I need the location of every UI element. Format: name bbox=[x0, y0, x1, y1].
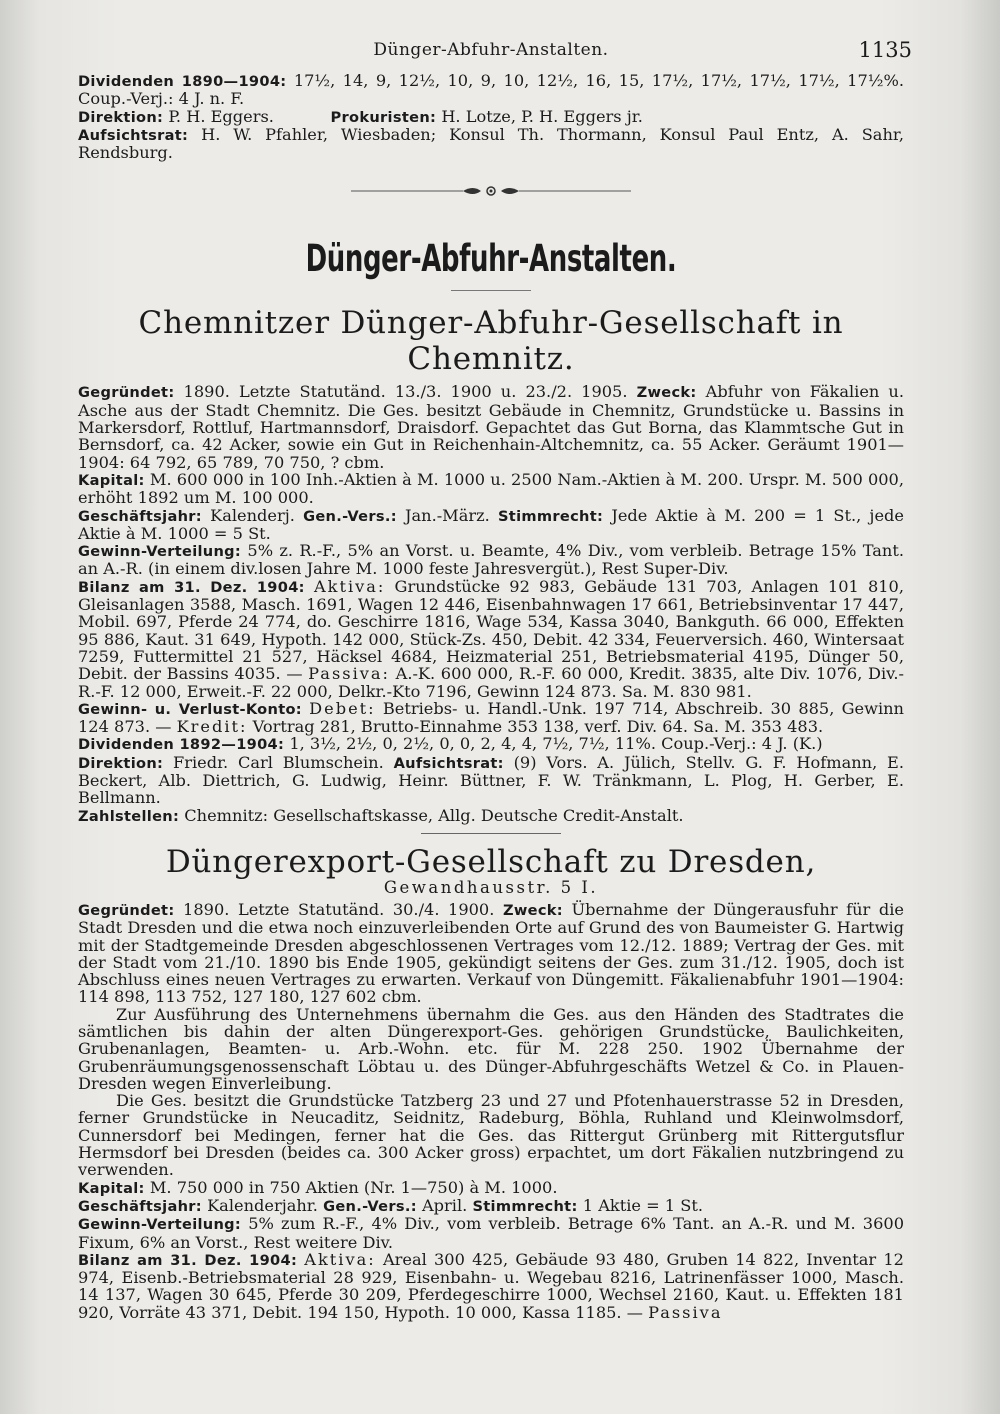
company2-gegruendet-text: 1890. Letzte Statutänd. 30./4. 1900. bbox=[183, 899, 495, 919]
previous-entry-tail bbox=[78, 72, 904, 161]
company2-zweck-text: Übernahme der Düngerausfuhr für die Stadt Dresden und die etwa noch einzuverleibenden Orte auf Grund des von Baumeister G. Hartwig mit der Stadtgemeinde Dresden abgeschlossenen Vertrages vom 12./12. 1889; Vertrag der Ges. mit der Stadt vom 21./10. 1890 bis Ende 1905, gekündigt seitens der Ges. zum 31./12. 1905, doch ist Abschluss eines neuen Vertrages zu erwarten. Verkauf von Düngemitt. Fäkalienabfuhr 1901—1904: 114 898, 113 752, 127 180, 127 602 cbm. bbox=[78, 899, 904, 1007]
company1-founding bbox=[78, 383, 904, 470]
company1-balance-sheet bbox=[78, 578, 904, 700]
company2-gegruendet-label: Gegründet: bbox=[78, 901, 175, 919]
company2-title: Düngerexport-Gesellschaft zu Dresden, bbox=[165, 843, 817, 880]
company2-stimmrecht-label: Stimmrecht: bbox=[472, 1197, 578, 1215]
title-rule bbox=[451, 290, 531, 291]
ornament-icon bbox=[351, 184, 631, 198]
company1-profit-loss bbox=[78, 700, 904, 736]
company1-zahlstellen-label: Zahlstellen: bbox=[78, 807, 180, 825]
company2-genvers-text: April. bbox=[421, 1195, 468, 1215]
company1-gegruendet-label: Gegründet: bbox=[78, 384, 175, 402]
section-title: Dünger-Abfuhr-Anstalten. bbox=[305, 237, 677, 281]
company2-kapital-label: Kapital: bbox=[78, 1179, 145, 1197]
company1-gewinn-label: Gewinn-Verteilung: bbox=[78, 543, 242, 561]
company2-fiscal bbox=[78, 1197, 904, 1215]
company2-entry bbox=[78, 901, 904, 1321]
company1-fiscal bbox=[78, 507, 904, 543]
company1-dividenden-label: Dividenden 1892—1904: bbox=[78, 736, 285, 754]
prev-dividends-text: 17½, 14, 9, 12½, 10, 9, 10, 12½, 16, 15, 17½, 17½, 17½, 17½, 17½%. Coup.-Verj.: 4 J. n. F. bbox=[78, 71, 904, 109]
prev-prokuristen-label: Prokuristen: bbox=[330, 108, 437, 126]
prev-management bbox=[78, 108, 904, 126]
company1-kredit-label: Kredit: bbox=[176, 717, 248, 737]
company1-management bbox=[78, 754, 904, 807]
entry-divider bbox=[421, 833, 561, 834]
company1-entry bbox=[78, 383, 904, 824]
company1-aufsichtsrat-text: (9) Vors. A. Jülich, Stellv. G. F. Hofmann, E. Beckert, Alb. Diettrich, G. Ludwig, Heinr. Büttner, F. W. Tränkmann, L. Plog, H. Gerber, E. Bellmann. bbox=[78, 752, 904, 808]
company1-aufsichtsrat-label: Aufsichtsrat: bbox=[393, 754, 504, 772]
company1-zweck-text: Abfuhr von Fäkalien u. Asche aus der Stadt Chemnitz. Die Ges. besitzt Gebäude in Chemnitz, Grundstücke u. Bassins in Markersdorf, Rottluf, Hartmannsdorf, Draisdorf. Gepachtet das Gut Borna, das Klammtsche Gut in Bernsdorf, ca. 42 Acker, sowie ein Gut in Reichenhain-Altchemnitz, ca. 55 Acker. Geräumt 1901—1904: 64 792, 65 789, 70 750, ? cbm. bbox=[78, 382, 904, 472]
company2-aktiva-text: Areal 300 425, Gebäude 93 480, Gruben 14 822, Inventar 12 974, Eisenb.-Betriebsmaterial 28 929, Eisenbahn- u. Wegebau 8216, Latrinenfässer 1000, Masch. 14 137, Wagen 30 645, Pferde 30 209, Pferdegeschirre 1000, Wechsel 2160, Kaut. u. Effekten 181 920, Vorräte 43 371, Debit. 194 150, Hypoth. 10 000, Kassa 1185. — bbox=[78, 1249, 904, 1322]
company2-genvers-label: Gen.-Vers.: bbox=[323, 1197, 417, 1215]
company2-gewinn-text: 5% zum R.-F., 4% Div., vom verbleib. Betrage 6% Tant. an A.-R. und M. 3600 Fixum, 6% an Vorst., Rest weitere Div. bbox=[78, 1214, 904, 1252]
company1-genvers-label: Gen.-Vers.: bbox=[303, 507, 397, 525]
company1-bilanz-label: Bilanz am 31. Dez. 1904: bbox=[78, 578, 305, 596]
prev-aufsichtsrat-text: H. W. Pfahler, Wiesbaden; Konsul Th. Thormann, Konsul Paul Entz, A. Sahr, Rendsburg. bbox=[78, 124, 904, 163]
company1-geschaeftsjahr-text: Kalenderj. bbox=[210, 505, 295, 525]
prev-prokuristen-text: H. Lotze, P. H. Eggers jr. bbox=[441, 106, 643, 126]
running-head-title: Dünger-Abfuhr-Anstalten. bbox=[373, 40, 609, 60]
company2-paragraph-2: Zur Ausführung des Unternehmens übernahm die Ges. aus den Händen des Stadtrates die sämtlichen bis dahin der alten Düngerexport-Ges. gehörigen Grundstücke, Baulichkeiten, Grubenanlagen, Beamten- u. Arb.-Wohn. etc. für M. 228 250. 1902 Übernahme der Grubenräumungsgenossenschaft Löbtau u. des Dünger-Abfuhrgeschäfts Wetzel & Co. in Plauen-Dresden wegen Einverleibung. bbox=[78, 1004, 904, 1093]
company1-paying-agents bbox=[78, 807, 904, 825]
company1-passiva-label: Passiva: bbox=[308, 664, 390, 684]
company1-aktiva-text: Grundstücke 92 983, Gebäude 131 703, Anlagen 101 810, Gleisanlagen 3588, Masch. 1691, Wagen 12 446, Eisenbahnwagen 17 661, Betriebsinventar 17 447, Mobil. 697, Pferde 24 774, do. Geschirre 1816, Wage 534, Kassa 3040, Bankguth. 66 000, Effekten 95 886, Kaut. 31 649, Hypoth. 142 000, Stück-Zs. 450, Debit. 42 334, Feuerversich. 460, Wintersaat 7259, Futtermittel 21 527, Häcksel 4684, Heizmaterial 251, Betriebsmaterial 4195, Dünger 50, Debit. der Bassins 4035. — bbox=[78, 576, 904, 684]
company1-passiva-text: A.-K. 600 000, R.-F. 60 000, Kredit. 3835, alte Div. 1076, Div.-R.-F. 12 000, Erweit.-F. 22 000, Delkr.-Kto 7196, Gewinn 124 873. Sa. M. 830 981. bbox=[78, 664, 904, 701]
company1-zahlstellen-text: Chemnitz: Gesellschaftskasse, Allg. Deutsche Credit-Anstalt. bbox=[184, 805, 684, 825]
running-head bbox=[78, 36, 912, 66]
company2-gewinn-label: Gewinn-Verteilung: bbox=[78, 1216, 242, 1234]
company1-dividenden-text: 1, 3½, 2½, 0, 2½, 0, 0, 2, 4, 4, 7½, 7½, 11%. Coup.-Verj.: 4 J. (K.) bbox=[289, 734, 823, 754]
company1-gegruendet-text: 1890. Letzte Statutänd. 13./3. 1900 u. 23./2. 1905. bbox=[183, 382, 628, 402]
company1-aktiva-label: Aktiva: bbox=[313, 576, 386, 596]
company1-kapital-text: M. 600 000 in 100 Inh.-Aktien à M. 1000 u. 2500 Nam.-Aktien à M. 200. Urspr. M. 500 000, erhöht 1892 um M. 100 000. bbox=[78, 469, 904, 508]
company1-stimmrecht-text: Jede Aktie à M. 200 = 1 St., jede Aktie à M. 1000 = 5 St. bbox=[78, 505, 904, 543]
prev-aufsichtsrat bbox=[78, 126, 904, 162]
company2-capital bbox=[78, 1179, 904, 1197]
company1-guv-label: Gewinn- u. Verlust-Konto: bbox=[78, 700, 302, 718]
prev-dividends bbox=[78, 72, 904, 108]
company1-direktion-text: Friedr. Carl Blumschein. bbox=[172, 752, 384, 772]
company2-kapital-text: M. 750 000 in 750 Aktien (Nr. 1—750) à M. 1000. bbox=[149, 1177, 558, 1197]
company2-stimmrecht-text: 1 Aktie = 1 St. bbox=[582, 1195, 703, 1215]
company2-zweck-label: Zweck: bbox=[502, 901, 563, 919]
company2-founding bbox=[78, 901, 904, 1006]
page-content bbox=[78, 36, 912, 1322]
prev-dividends-label: Dividenden 1890—1904: bbox=[78, 73, 287, 90]
company2-bilanz-label: Bilanz am 31. Dez. 1904: bbox=[78, 1251, 298, 1269]
company1-title: Chemnitzer Dünger-Abfuhr-Gesellschaft in Chemnitz. bbox=[138, 305, 844, 378]
company2-paragraph-3: Die Ges. besitzt die Grundstücke Tatzberg 23 und 27 und Pfotenhauerstrasse 52 in Dresden, ferner Grundstücke in Neucaditz, Seidnitz, Radeburg, Böhla, Ruhland und Kleinwolmsdorf, Cunnersdorf bei Medingen, ferner hat die Ges. das Rittergut Grünberg mit Rittergutsflur Hermsdorf bei Dresden (beides ca. 300 Acker gross) erpachtet, um dort Fäkalien nutzbringend zu verwenden. bbox=[78, 1091, 904, 1180]
company1-stimmrecht-label: Stimmrecht: bbox=[498, 507, 604, 525]
company2-geschaeftsjahr-text: Kalenderjahr. bbox=[207, 1195, 318, 1215]
company1-geschaeftsjahr-label: Geschäftsjahr: bbox=[78, 507, 202, 525]
company1-gewinn-text: 5% z. R.-F., 5% an Vorst. u. Beamte, 4% Div., vom verbleib. Betrage 15% Tant. an A.-R. (in einem div.losen Jahre M. 1000 feste Jahresvergüt.), Rest Super-Div. bbox=[78, 541, 904, 579]
company1-debet-label: Debet: bbox=[309, 698, 376, 718]
company1-kredit-text: Vortrag 281, Brutto-Einnahme 353 138, verf. Div. 64. Sa. M. 353 483. bbox=[252, 717, 824, 737]
company1-debet-text: Betriebs- u. Handl.-Unk. 197 714, Abschreib. 30 885, Gewinn 124 873. — bbox=[78, 698, 904, 737]
company2-address: Gewandhausstr. 5 I. bbox=[383, 877, 599, 897]
company1-direktion-label: Direktion: bbox=[78, 754, 164, 772]
prev-direktion-text: P. H. Eggers. bbox=[168, 106, 274, 126]
company2-profit-distribution bbox=[78, 1215, 904, 1251]
company2-passiva-label: Passiva bbox=[648, 1302, 723, 1322]
company2-geschaeftsjahr-label: Geschäftsjahr: bbox=[78, 1197, 202, 1215]
company2-balance-sheet bbox=[78, 1251, 904, 1321]
page-number: 1135 bbox=[858, 38, 912, 62]
company2-aktiva-label: Aktiva: bbox=[304, 1249, 376, 1269]
company1-kapital-label: Kapital: bbox=[78, 471, 145, 489]
company1-zweck-label: Zweck: bbox=[636, 384, 697, 402]
company1-genvers-text: Jan.-März. bbox=[405, 505, 490, 525]
prev-aufsichtsrat-label: Aufsichtsrat: bbox=[78, 126, 189, 144]
company1-capital bbox=[78, 471, 904, 507]
prev-direktion-label: Direktion: bbox=[78, 108, 164, 126]
company1-dividends bbox=[78, 735, 904, 753]
ornament-divider bbox=[78, 183, 904, 213]
company1-profit-distribution bbox=[78, 542, 904, 578]
